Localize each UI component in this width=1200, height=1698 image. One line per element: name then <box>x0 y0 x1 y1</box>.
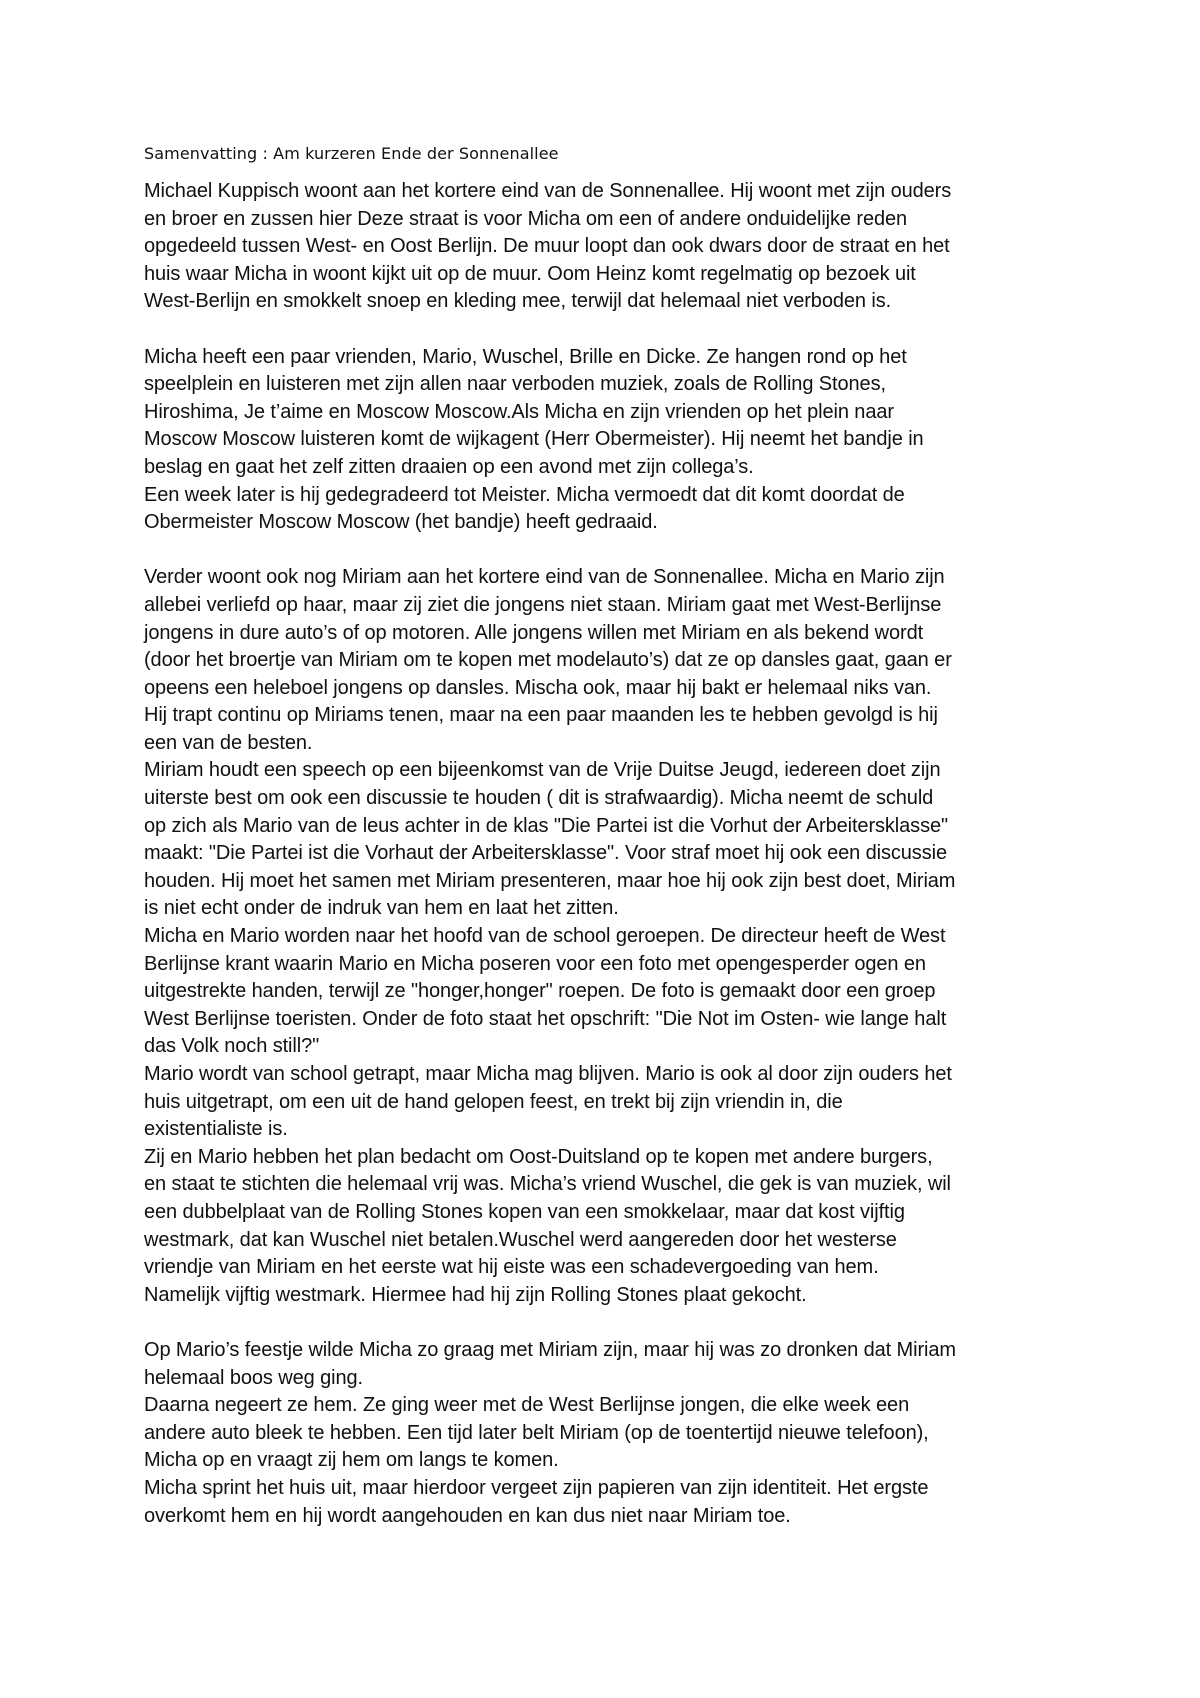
paragraph-gap <box>144 316 1074 344</box>
text-line: vriendje van Miriam en het eerste wat hij eiste was een schadevergoeding van hem. <box>144 1256 879 1279</box>
text-line: en broer en zussen hier Deze straat is voor Micha om een of andere onduidelijke reden <box>144 207 908 230</box>
text-line: Micha en Mario worden naar het hoofd van de school geroepen. De directeur heeft de West <box>144 925 946 948</box>
text-line: opgedeeld tussen West- en Oost Berlijn. De muur loopt dan ook dwars door de straat en het <box>144 235 950 258</box>
text-line: en staat te stichten die helemaal vrij was. Micha’s vriend Wuschel, die gek is van muziek, wil <box>144 1173 951 1196</box>
text-line: Hij trapt continu op Miriams tenen, maar na een paar maanden les te hebben gevolgd is hij <box>144 704 938 727</box>
text-line: Micha sprint het huis uit, maar hierdoor vergeet zijn papieren van zijn identiteit. Het ergste <box>144 1476 929 1499</box>
text-line: Obermeister Moscow Moscow (het bandje) heeft gedraaid. <box>144 511 658 534</box>
text-line: speelplein en luisteren met zijn allen naar verboden muziek, zoals de Rolling Stones, <box>144 373 886 396</box>
text-line: Verder woont ook nog Miriam aan het kortere eind van de Sonnenallee. Micha en Mario zijn <box>144 566 945 589</box>
text-line: West Berlijnse toeristen. Onder de foto staat het opschrift: "Die Not im Osten- wie lange halt <box>144 1007 947 1030</box>
text-line: helemaal boos weg ging. <box>144 1366 363 1389</box>
text-line: huis uitgetrapt, om een uit de hand gelopen feest, en trekt bij zijn vriendin in, die <box>144 1090 843 1113</box>
text-line: Op Mario’s feestje wilde Micha zo graag met Miriam zijn, maar hij was zo dronken dat Miriam <box>144 1338 956 1361</box>
text-line: Namelijk vijftig westmark. Hiermee had hij zijn Rolling Stones plaat gekocht. <box>144 1283 807 1306</box>
text-line: jongens in dure auto’s of op motoren. Alle jongens willen met Miriam en als bekend wordt <box>144 621 924 644</box>
text-line: houden. Hij moet het samen met Miriam presenteren, maar hoe hij ook zijn best doet, Miriam <box>144 869 956 892</box>
text-line: (door het broertje van Miriam om te kopen met modelauto’s) dat ze op dansles gaat, gaan er <box>144 649 952 672</box>
text-line: huis waar Micha in woont kijkt uit op de muur. Oom Heinz komt regelmatig op bezoek uit <box>144 262 916 285</box>
text-line: een van de besten. <box>144 731 313 754</box>
text-line: Hiroshima, Je t’aime en Moscow Moscow.Als Micha en zijn vrienden op het plein naar <box>144 400 894 423</box>
text-line: Daarna negeert ze hem. Ze ging weer met de West Berlijnse jongen, die elke week een <box>144 1394 910 1417</box>
text-line: Micha heeft een paar vrienden, Mario, Wuschel, Brille en Dicke. Ze hangen rond op het <box>144 345 907 368</box>
text-line: opeens een heleboel jongens op dansles. Mischa ook, maar hij bakt er helemaal niks van. <box>144 676 932 699</box>
text-line: das Volk noch still?" <box>144 1035 320 1058</box>
text-line: uiterste best om ook een discussie te houden ( dit is strafwaardig). Micha neemt de schuld <box>144 787 934 810</box>
text-line: existentialiste is. <box>144 1118 288 1141</box>
text-line: overkomt hem en hij wordt aangehouden en kan dus niet naar Miriam toe. <box>144 1504 791 1527</box>
text-line: Mario wordt van school getrapt, maar Micha mag blijven. Mario is ook al door zijn ouders het <box>144 1063 952 1085</box>
text-line: Miriam houdt een speech op een bijeenkomst van de Vrije Duitse Jeugd, iedereen doet zijn <box>144 759 941 782</box>
text-line: Berlijnse krant waarin Mario en Micha poseren voor een foto met opengesperder ogen en <box>144 952 926 975</box>
text-line: is niet echt onder de indruk van hem en laat het zitten. <box>144 897 619 920</box>
text-line: Zij en Mario hebben het plan bedacht om Oost-Duitsland op te kopen met andere burgers, <box>144 1145 933 1168</box>
paragraph-gap <box>144 1309 1074 1337</box>
paragraph-gap <box>144 537 1074 565</box>
text-line: Een week later is hij gedegradeerd tot Meister. Micha vermoedt dat dit komt doordat de <box>144 483 905 506</box>
text-line: beslag en gaat het zelf zitten draaien op een avond met zijn collega’s. <box>144 455 754 478</box>
document-title: Samenvatting : Am kurzeren Ende der Sonnenallee <box>144 144 559 163</box>
text-line: allebei verliefd op haar, maar zij ziet die jongens niet staan. Miriam gaat met West-Berlijnse <box>144 593 942 616</box>
text-line: West-Berlijn en smokkelt snoep en kleding mee, terwijl dat helemaal niet verboden is. <box>144 290 892 313</box>
text-line: een dubbelplaat van de Rolling Stones kopen van een smokkelaar, maar dat kost vijftig <box>144 1200 905 1223</box>
document-page <box>144 140 1074 1530</box>
text-line: Micha op en vraagt zij hem om langs te komen. <box>144 1449 559 1472</box>
text-line: Moscow Moscow luisteren komt de wijkagent (Herr Obermeister). Hij neemt het bandje in <box>144 428 924 451</box>
text-line: uitgestrekte handen, terwijl ze "honger,honger" roepen. De foto is gemaakt door een groep <box>144 980 936 1003</box>
document-body <box>144 178 1074 1530</box>
text-line: westmark, dat kan Wuschel niet betalen.Wuschel werd aangereden door het westerse <box>144 1228 897 1251</box>
text-line: op zich als Mario van de leus achter in de klas "Die Partei ist die Vorhut der Arbeitersklasse" <box>144 814 948 837</box>
text-line: Michael Kuppisch woont aan het kortere eind van de Sonnenallee. Hij woont met zijn ouders <box>144 180 952 202</box>
text-line: maakt: "Die Partei ist die Vorhaut der Arbeitersklasse". Voor straf moet hij ook een discussie <box>144 842 947 865</box>
text-line: andere auto bleek te hebben. Een tijd later belt Miriam (op de toentertijd nieuwe telefoon), <box>144 1421 929 1444</box>
